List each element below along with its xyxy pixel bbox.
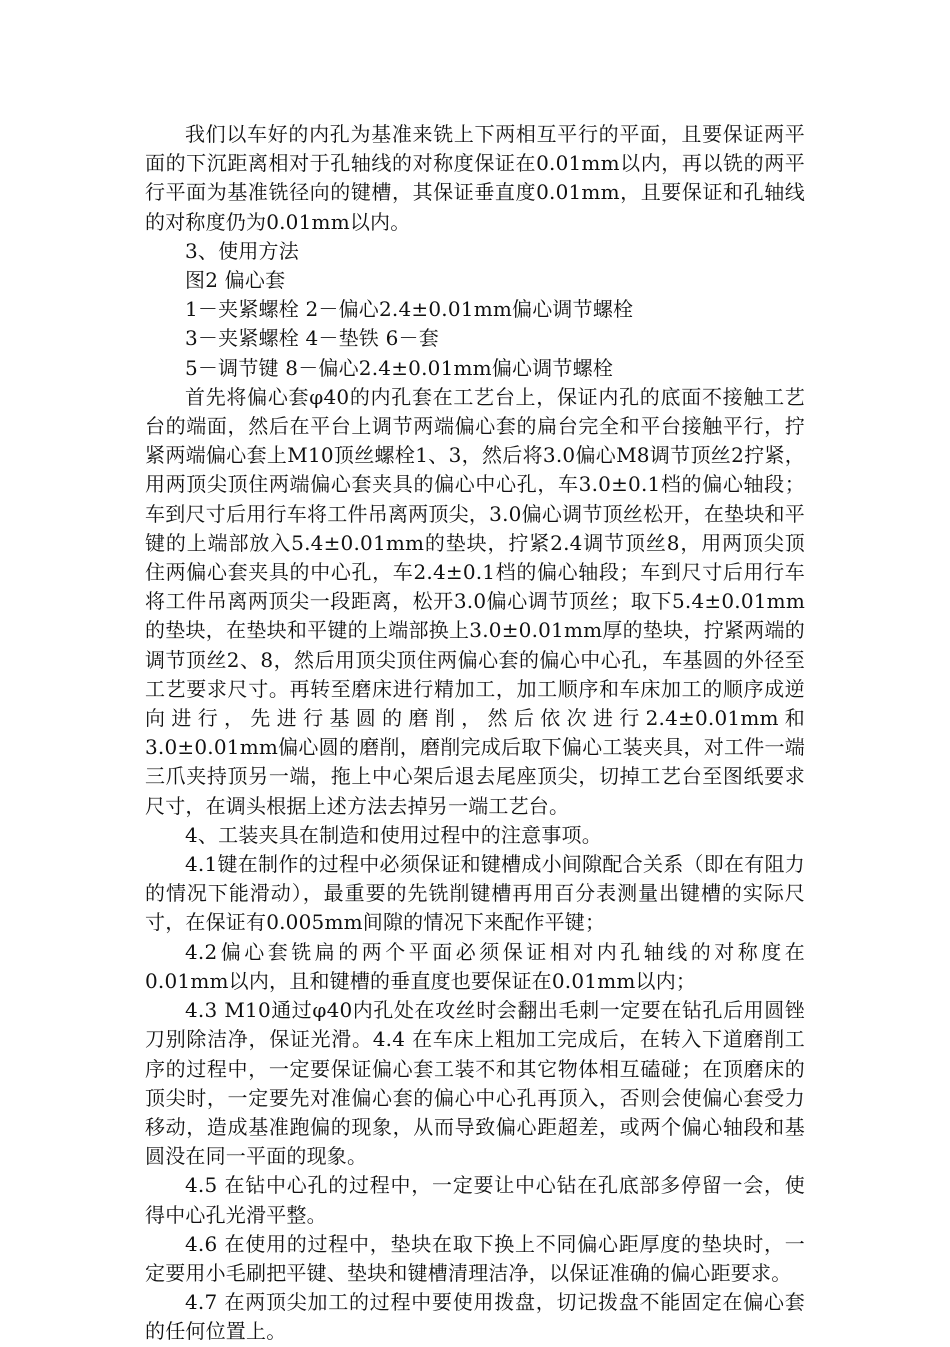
figure-caption: 图2 偏心套 <box>185 268 286 293</box>
paragraph-item-4-2: 4.2偏心套铣扁的两个平面必须保证相对内孔轴线的对称度在0.01mm以内，且和键槽的垂直度也要保证在0.01mm以内； <box>145 939 805 993</box>
paragraph-item-4-7: 4.7 在两顶尖加工的过程中要使用拨盘，切记拨盘不能固定在偏心套的任何位置上。 <box>145 1290 805 1344</box>
paragraph-item-4-1: 4.1键在制作的过程中必须保证和键槽成小间隙配合关系（即在有阻力的情况下能滑动），最重要的先铣削键槽再用百分表测量出键槽的实际尺寸，在保证有0.005mm间隙的情况下来配作平键； <box>145 852 805 935</box>
figure-legend-line: 1－夹紧螺栓 2－偏心2.4±0.01mm偏心调节螺栓 <box>185 297 634 322</box>
paragraph-item-4-5: 4.5 在钻中心孔的过程中，一定要让中心钻在孔底部多停留一会，使得中心孔光滑平整。 <box>145 1173 805 1227</box>
paragraph-procedure: 首先将偏心套φ40的内孔套在工艺台上，保证内孔的底面不接触工艺台的端面，然后在平台上调节两端偏心套的扁台完全和平台接触平行，拧紧两端偏心套上M10顶丝螺栓1、3，然后将3.0偏心M8调节顶丝2拧紧，用两顶尖顶住两端偏心套夹具的偏心中心孔，车3.0±0.1档的偏心轴段；车到尺寸后用行车将工件吊离两顶尖，3.0偏心调节顶丝松开，在垫块和平键的上端部放入5.4±0.01mm的垫块，拧紧2.4调节顶丝8，用两顶尖顶住两偏心套夹具的中心孔，车2.4±0.1档的偏心轴段；车到尺寸后用行车将工件吊离两顶尖一段距离，松开3.0偏心调节顶丝；取下5.4±0.01mm的垫块，在垫块和平键的上端部换上3.0±0.01mm厚的垫块，拧紧两端的调节顶丝2、8，然后用顶尖顶住两偏心套的偏心中心孔，车基圆的外径至工艺要求尺寸。再转至磨床进行精加工，加工顺序和车床加工的顺序成逆向进行，先进行基圆的磨削，然后依次进行2.4±0.01mm和3.0±0.01mm偏心圆的磨削，磨削完成后取下偏心工装夹具，对工件一端三爪夹持顶另一端，拖上中心架后退去尾座顶尖，切掉工艺台至图纸要求尺寸，在调头根据上述方法去掉另一端工艺台。 <box>145 384 805 818</box>
document-body <box>145 120 805 1347</box>
paragraph-baseline-milling: 我们以车好的内孔为基准来铣上下两相互平行的平面，且要保证两平面的下沉距离相对于孔轴线的对称度保证在0.01mm以内，再以铣的两平行平面为基准铣径向的键槽，其保证垂直度0.01mm，且要保证和孔轴线的对称度仍为0.01mm以内。 <box>145 122 805 234</box>
section-heading-usage: 3、使用方法 <box>185 238 299 263</box>
paragraph-item-4-6: 4.6 在使用的过程中，垫块在取下换上不同偏心距厚度的垫块时，一定要用小毛刷把平键、垫块和键槽清理洁净，以保证准确的偏心距要求。 <box>145 1231 805 1285</box>
section-heading-precautions: 4、工装夹具在制造和使用过程中的注意事项。 <box>185 822 602 847</box>
figure-legend-line: 3－夹紧螺栓 4－垫铁 6－套 <box>185 326 439 351</box>
figure-legend-line: 5－调节键 8－偏心2.4±0.01mm偏心调节螺栓 <box>185 355 614 380</box>
paragraph-item-4-3: 4.3 M10通过φ40内孔处在攻丝时会翻出毛刺一定要在钻孔后用圆锉刀别除洁净，保证光滑。4.4 在车床上粗加工完成后，在转入下道磨削工序的过程中，一定要保证偏心套工装不和其它物体相互磕碰；在顶磨床的顶尖时，一定要先对准偏心套的偏心中心孔再顶入，否则会使偏心套受力移动，造成基准跑偏的现象，从而导致偏心距超差，或两个偏心轴段和基圆没在同一平面的现象。 <box>145 998 805 1169</box>
